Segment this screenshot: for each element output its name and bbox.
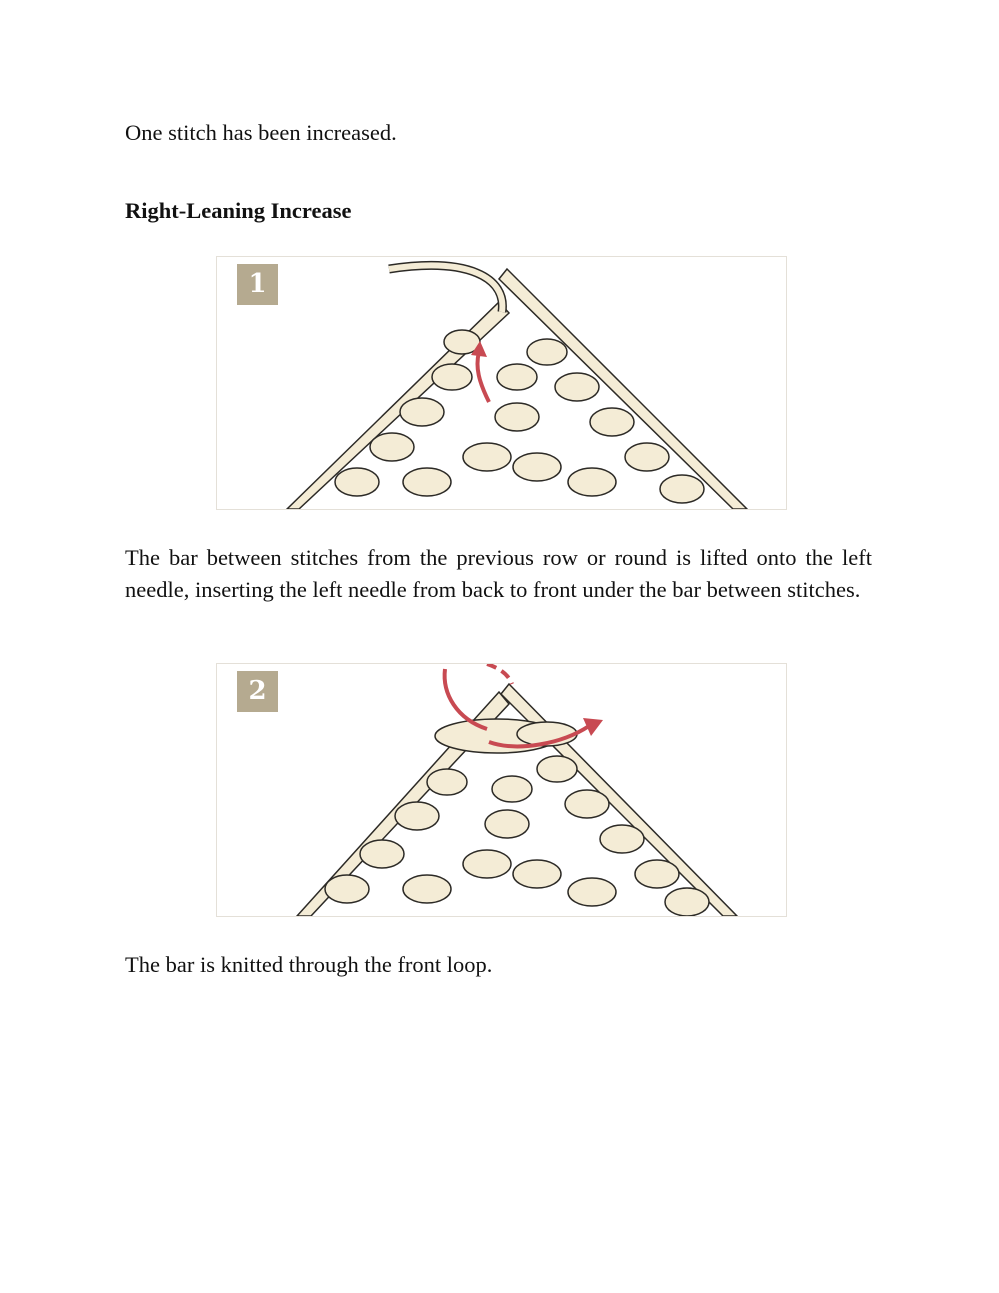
figure-step-1 [216, 256, 787, 510]
knitting-illustration-2 [217, 664, 786, 916]
intro-text: One stitch has been increased. [125, 120, 397, 145]
figure-step-2 [216, 663, 787, 917]
figure-2-caption: The bar is knitted through the front loop. [125, 952, 493, 977]
step-badge: 2 [237, 671, 278, 712]
figure-1-caption: The bar between stitches from the previous row or round is lifted onto the left needle, inserting the left needle from back to front under the bar between stitches. [125, 545, 872, 602]
section-title: Right-Leaning Increase [125, 198, 352, 223]
knitting-illustration-1 [217, 257, 786, 509]
step-badge: 1 [237, 264, 278, 305]
